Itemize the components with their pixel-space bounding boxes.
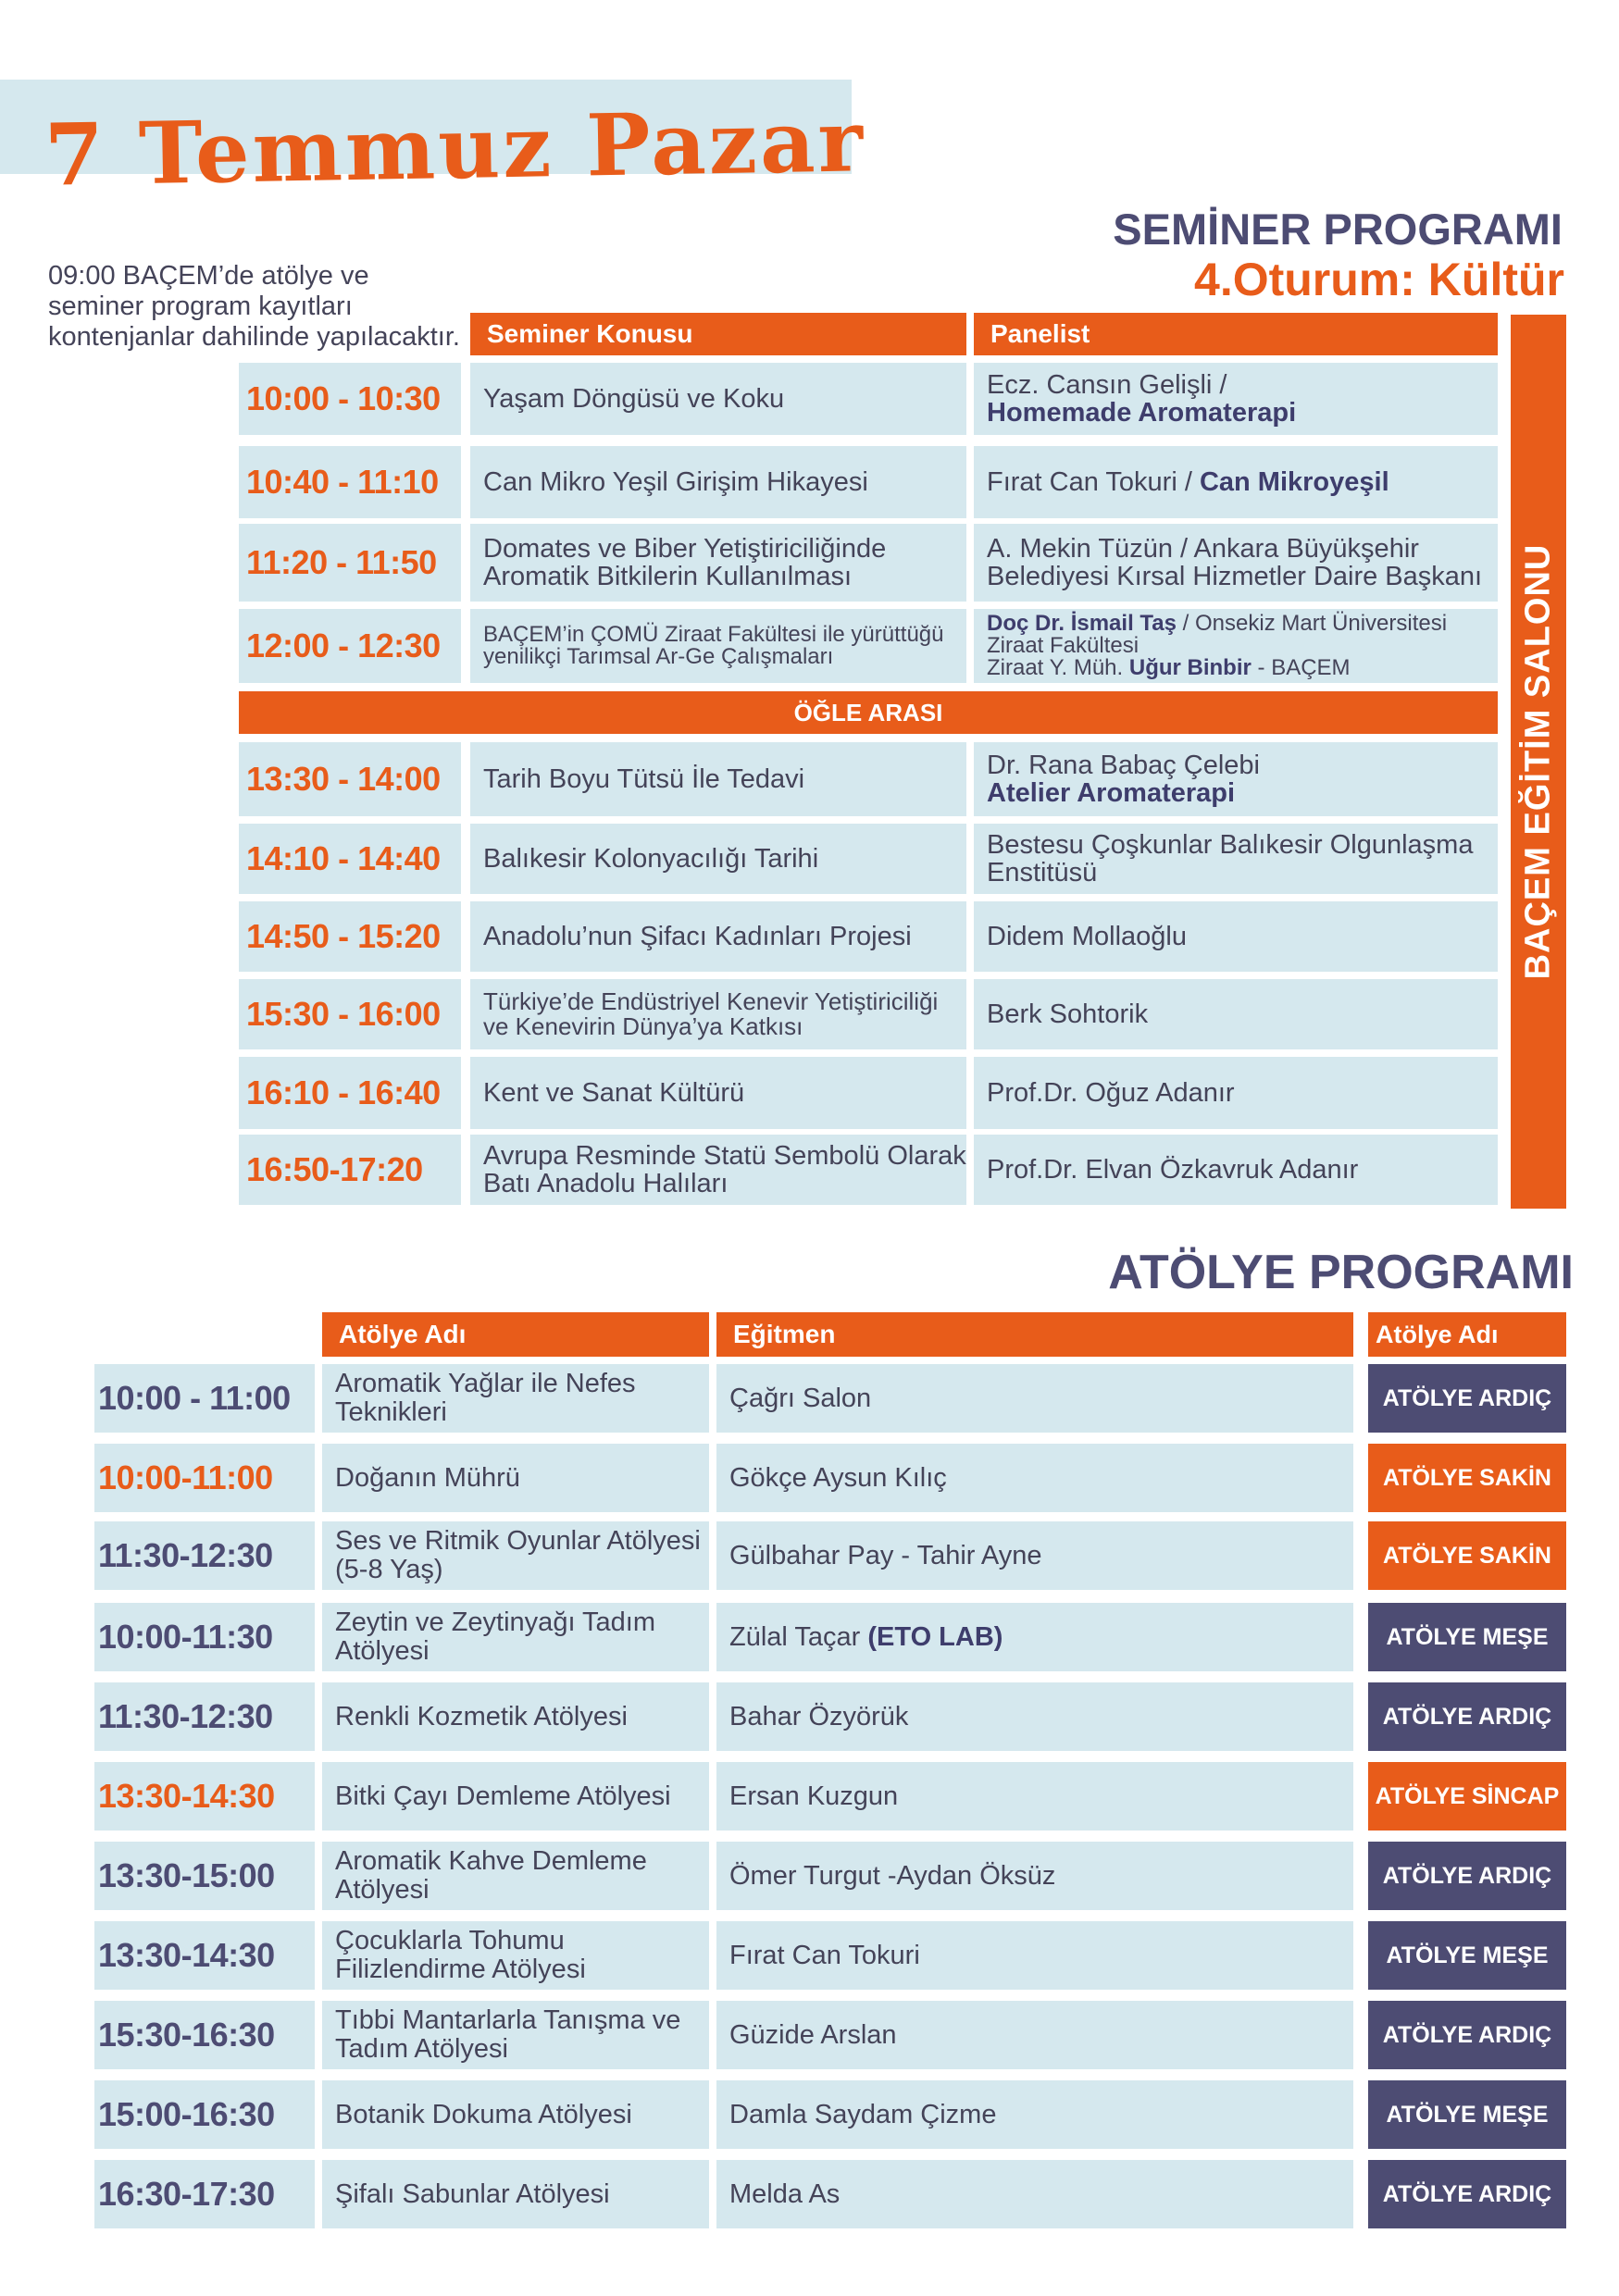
panelist-name: Prof.Dr. Elvan Özkavruk Adanır bbox=[987, 1155, 1359, 1185]
seminar-panelist bbox=[974, 901, 1498, 972]
seminar-time: 14:10 - 14:40 bbox=[239, 824, 461, 894]
seminar-time: 14:50 - 15:20 bbox=[239, 901, 461, 972]
seminar-topic: Türkiye’de Endüstriyel Kenevir Yetiştiriciliği ve Kenevirin Dünya’ya Katkısı bbox=[470, 979, 966, 1049]
workshop-trainer bbox=[716, 1921, 1353, 1990]
trainer-name: Ömer Turgut -Aydan Öksüz bbox=[729, 1860, 1056, 1891]
workshop-name: Renkli Kozmetik Atölyesi bbox=[322, 1682, 709, 1751]
trainer-name: Fırat Can Tokuri bbox=[729, 1940, 920, 1970]
seminar-time: 15:30 - 16:00 bbox=[239, 979, 461, 1049]
workshop-trainer bbox=[716, 2080, 1353, 2149]
seminar-time: 10:40 - 11:10 bbox=[239, 446, 461, 518]
seminar-topic: Balıkesir Kolonyacılığı Tarihi bbox=[470, 824, 966, 894]
workshop-name: Çocuklarla Tohumu Filizlendirme Atölyesi bbox=[322, 1921, 709, 1990]
panelist-name: Bestesu Çoşkunlar Balıkesir Olgunlaşma Enstitüsü bbox=[987, 830, 1474, 887]
seminar-time: 10:00 - 10:30 bbox=[239, 363, 461, 435]
seminar-topic: Can Mikro Yeşil Girişim Hikayesi bbox=[470, 446, 966, 518]
workshop-trainer bbox=[716, 1762, 1353, 1831]
workshop-time: 13:30-14:30 bbox=[94, 1921, 315, 1990]
trainer-name: Zülal Taçar bbox=[729, 1621, 861, 1652]
workshop-name: Zeytin ve Zeytinyağı Tadım Atölyesi bbox=[322, 1603, 709, 1671]
seminar-heading: SEMİNER PROGRAMI bbox=[1113, 205, 1563, 254]
seminar-panelist bbox=[974, 824, 1498, 894]
workshop-place-badge: ATÖLYE MEŞE bbox=[1368, 2080, 1566, 2149]
panelist-organization: Homemade Aromaterapi bbox=[987, 398, 1297, 428]
workshop-place-badge: ATÖLYE MEŞE bbox=[1368, 1603, 1566, 1671]
workshop-trainer bbox=[716, 1603, 1353, 1671]
session-heading: 4.Oturum: Kültür bbox=[1194, 254, 1564, 305]
workshop-time: 16:30-17:30 bbox=[94, 2160, 315, 2228]
workshop-name: Botanik Dokuma Atölyesi bbox=[322, 2080, 709, 2149]
seminar-panelist bbox=[974, 609, 1498, 683]
seminar-panelist bbox=[974, 1135, 1498, 1205]
seminar-topic: Kent ve Sanat Kültürü bbox=[470, 1057, 966, 1129]
workshop-name: Aromatik Yağlar ile Nefes Teknikleri bbox=[322, 1364, 709, 1433]
workshop-place-badge: ATÖLYE ARDIÇ bbox=[1368, 2160, 1566, 2228]
workshop-time: 10:00-11:30 bbox=[94, 1603, 315, 1671]
seminar-panelist bbox=[974, 363, 1498, 435]
panelist-organization: Can Mikroyeşil bbox=[1199, 467, 1389, 497]
panelist-name: Ecz. Cansın Gelişli / bbox=[987, 370, 1227, 400]
panelist-organization: Atelier Aromaterapi bbox=[987, 778, 1236, 808]
venue-bar bbox=[1511, 315, 1566, 1209]
seminar-topic: Anadolu’nun Şifacı Kadınları Projesi bbox=[470, 901, 966, 972]
seminar-topic: Domates ve Biber Yetiştiriciliğinde Aromatik Bitkilerin Kullanılması bbox=[470, 524, 966, 602]
trainer-name: Gülbahar Pay - Tahir Ayne bbox=[729, 1540, 1042, 1570]
panelist-name-bold: Doç Dr. İsmail Taş bbox=[987, 611, 1177, 636]
workshop-time: 13:30-15:00 bbox=[94, 1842, 315, 1910]
panelist-affiliation: - BAÇEM bbox=[1251, 655, 1351, 680]
seminar-time: 16:10 - 16:40 bbox=[239, 1057, 461, 1129]
panelist-name: Dr. Rana Babaç Çelebi bbox=[987, 751, 1260, 780]
workshop-trainer bbox=[716, 1444, 1353, 1512]
workshop-place-badge: ATÖLYE MEŞE bbox=[1368, 1921, 1566, 1990]
page-title: 7 Temmuz Pazar bbox=[44, 91, 866, 205]
workshop-place-badge: ATÖLYE SAKİN bbox=[1368, 1521, 1566, 1590]
workshop-place-badge: ATÖLYE SAKİN bbox=[1368, 1444, 1566, 1512]
workshop-trainer bbox=[716, 1842, 1353, 1910]
workshop-trainer bbox=[716, 1364, 1353, 1433]
workshop-time: 13:30-14:30 bbox=[94, 1762, 315, 1831]
seminar-panelist bbox=[974, 1057, 1498, 1129]
seminar-panelist bbox=[974, 524, 1498, 602]
workshop-time: 10:00-11:00 bbox=[94, 1444, 315, 1512]
workshop-time: 11:30-12:30 bbox=[94, 1682, 315, 1751]
workshop-time: 15:00-16:30 bbox=[94, 2080, 315, 2149]
trainer-name: Ersan Kuzgun bbox=[729, 1781, 899, 1811]
panelist-name: A. Mekin Tüzün / Ankara Büyükşehir Belediyesi Kırsal Hizmetler Daire Başkanı bbox=[987, 534, 1483, 591]
trainer-name: Melda As bbox=[729, 2178, 841, 2209]
seminar-panelist bbox=[974, 446, 1498, 518]
workshop-name: Bitki Çayı Demleme Atölyesi bbox=[322, 1762, 709, 1831]
workshop-trainer bbox=[716, 2001, 1353, 2069]
trainer-name: Damla Saydam Çizme bbox=[729, 2099, 997, 2129]
workshop-place-header: Atölye Adı bbox=[1368, 1312, 1566, 1357]
workshop-trainer bbox=[716, 1682, 1353, 1751]
panelist-name: Didem Mollaoğlu bbox=[987, 922, 1187, 951]
workshop-trainer bbox=[716, 1521, 1353, 1590]
panelist-name-bold: Uğur Binbir bbox=[1128, 655, 1252, 680]
trainer-organization: (ETO LAB) bbox=[867, 1621, 1003, 1652]
seminar-time: 12:00 - 12:30 bbox=[239, 609, 461, 683]
seminar-time: 13:30 - 14:00 bbox=[239, 742, 461, 816]
seminar-panelist bbox=[974, 742, 1498, 816]
registration-note: 09:00 BAÇEM’de atölye ve seminer program kayıtları kontenjanlar dahilinde yapılacaktır. bbox=[48, 261, 460, 352]
workshop-name-header: Atölye Adı bbox=[322, 1312, 709, 1357]
panelist-title: Ziraat Y. Müh. bbox=[987, 655, 1124, 680]
trainer-name: Güzide Arslan bbox=[729, 2019, 897, 2050]
workshop-name: Tıbbi Mantarlarla Tanışma ve Tadım Atölyesi bbox=[322, 2001, 709, 2069]
panelist-name: Prof.Dr. Oğuz Adanır bbox=[987, 1078, 1235, 1108]
workshop-place-badge: ATÖLYE ARDIÇ bbox=[1368, 2001, 1566, 2069]
panelist-affiliation: / Onsekiz Mart Üniversitesi Ziraat Fakültesi bbox=[987, 611, 1448, 658]
workshop-name: Ses ve Ritmik Oyunlar Atölyesi (5-8 Yaş) bbox=[322, 1521, 709, 1590]
seminar-panelist bbox=[974, 979, 1498, 1049]
trainer-name: Gökçe Aysun Kılıç bbox=[729, 1462, 947, 1493]
workshop-place-badge: ATÖLYE ARDIÇ bbox=[1368, 1682, 1566, 1751]
workshop-place-badge: ATÖLYE ARDIÇ bbox=[1368, 1842, 1566, 1910]
trainer-name: Çağrı Salon bbox=[729, 1383, 872, 1413]
seminar-topic: Tarih Boyu Tütsü İle Tedavi bbox=[470, 742, 966, 816]
seminar-time: 11:20 - 11:50 bbox=[239, 524, 461, 602]
venue-label: BAÇEM EĞİTİM SALONU bbox=[1518, 543, 1558, 980]
seminar-time: 16:50-17:20 bbox=[239, 1135, 461, 1205]
workshop-name: Aromatik Kahve Demleme Atölyesi bbox=[322, 1842, 709, 1910]
workshop-place-badge: ATÖLYE ARDIÇ bbox=[1368, 1364, 1566, 1433]
workshop-time: 15:30-16:30 bbox=[94, 2001, 315, 2069]
seminar-topic: Avrupa Resminde Statü Sembolü Olarak Batı Anadolu Halıları bbox=[470, 1135, 966, 1205]
workshop-trainer bbox=[716, 2160, 1353, 2228]
seminar-topic: BAÇEM’in ÇOMÜ Ziraat Fakültesi ile yürüttüğü yenilikçi Tarımsal Ar-Ge Çalışmaları bbox=[470, 609, 966, 683]
workshop-time: 11:30-12:30 bbox=[94, 1521, 315, 1590]
panelist-name: Fırat Can Tokuri / bbox=[987, 467, 1192, 497]
workshop-name: Doğanın Mührü bbox=[322, 1444, 709, 1512]
lunch-break-bar: ÖĞLE ARASI bbox=[239, 691, 1498, 734]
panelist-name: Berk Sohtorik bbox=[987, 999, 1149, 1029]
seminar-panelist-header: Panelist bbox=[974, 313, 1498, 355]
workshop-time: 10:00 - 11:00 bbox=[94, 1364, 315, 1433]
workshop-place-badge: ATÖLYE SİNCAP bbox=[1368, 1762, 1566, 1831]
workshop-trainer-header: Eğitmen bbox=[716, 1312, 1353, 1357]
seminar-topic-header: Seminer Konusu bbox=[470, 313, 966, 355]
seminar-topic: Yaşam Döngüsü ve Koku bbox=[470, 363, 966, 435]
trainer-name: Bahar Özyörük bbox=[729, 1701, 909, 1731]
workshop-name: Şifalı Sabunlar Atölyesi bbox=[322, 2160, 709, 2228]
workshop-heading: ATÖLYE PROGRAMI bbox=[1108, 1246, 1574, 1299]
